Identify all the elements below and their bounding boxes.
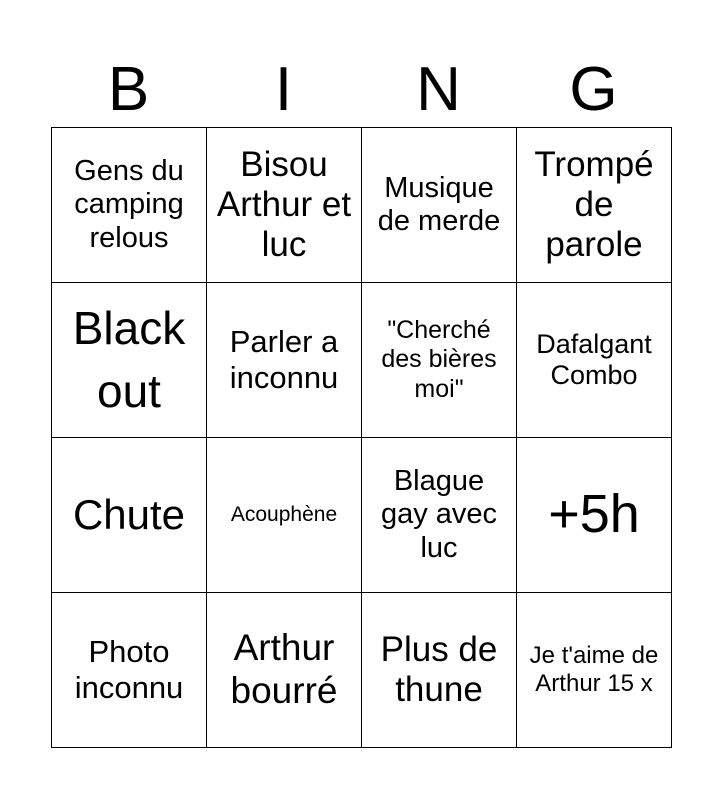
- bingo-cell[interactable]: [207, 438, 362, 593]
- bingo-cell[interactable]: [362, 438, 517, 593]
- bingo-cell[interactable]: [52, 128, 207, 283]
- cell-label: Parler a inconnu: [229, 323, 339, 395]
- cell-label: "Cherché des bières moi": [381, 315, 497, 403]
- bingo-cell[interactable]: [207, 128, 362, 283]
- cell-label: Je t'aime de Arthur 15 x: [529, 642, 659, 697]
- cell-label: Black out: [72, 301, 186, 417]
- bingo-cell[interactable]: [52, 438, 207, 593]
- cell-label: Blague gay avec luc: [380, 465, 498, 564]
- bingo-cell[interactable]: [52, 283, 207, 438]
- bingo-cell[interactable]: [517, 283, 672, 438]
- cell-label: Acouphène: [230, 502, 338, 526]
- cell-label: Gens du camping relous: [74, 155, 184, 254]
- header-letter-g: G: [569, 55, 618, 124]
- bingo-cell[interactable]: [362, 593, 517, 748]
- cell-label: Arthur bourré: [230, 627, 338, 711]
- bingo-cell[interactable]: [362, 128, 517, 283]
- bingo-cell[interactable]: [52, 593, 207, 748]
- bingo-cell[interactable]: [207, 593, 362, 748]
- cell-label: Photo inconnu: [74, 633, 184, 705]
- cell-label: Dafalgant Combo: [536, 328, 652, 390]
- cell-label: Chute: [72, 490, 186, 538]
- bingo-cell[interactable]: [517, 593, 672, 748]
- bingo-cell[interactable]: [517, 438, 672, 593]
- cell-label: Musique de merde: [377, 171, 501, 237]
- cell-label: Plus de thune: [380, 629, 498, 709]
- cell-label: Trompé de parole: [534, 144, 654, 265]
- header-letter-b: B: [107, 55, 150, 124]
- header-letter-n: N: [416, 55, 461, 124]
- bingo-cell[interactable]: [207, 283, 362, 438]
- cell-label: Bisou Arthur et luc: [216, 144, 352, 265]
- header-letter-i: I: [274, 55, 293, 124]
- bingo-cell[interactable]: [517, 128, 672, 283]
- cell-label: +5h: [548, 484, 640, 545]
- bingo-cell[interactable]: [362, 283, 517, 438]
- bingo-header: [51, 52, 671, 128]
- bingo-board: [51, 127, 672, 748]
